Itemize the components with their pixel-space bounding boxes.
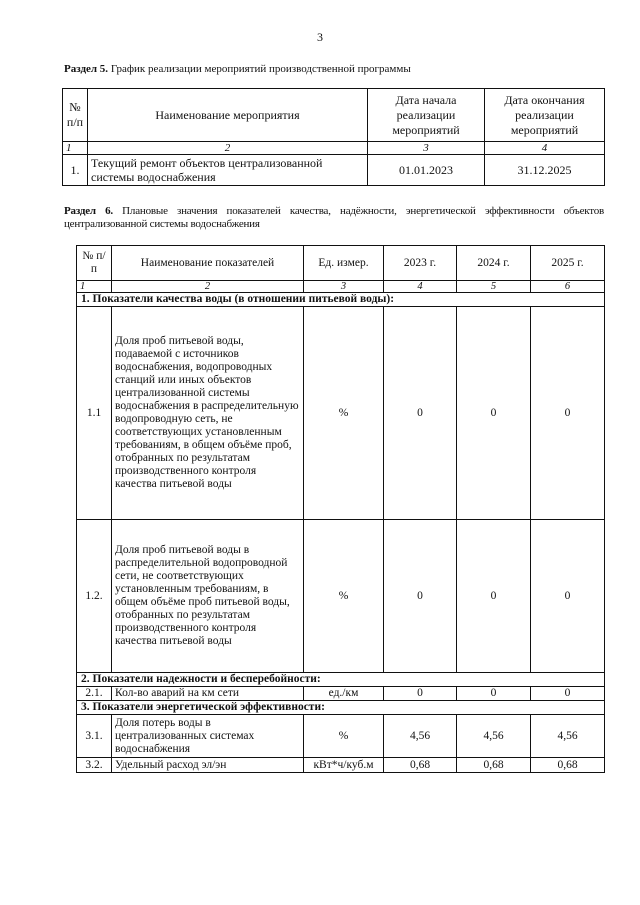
table-row <box>77 758 605 773</box>
end-date: 31.12.2025 <box>485 155 605 186</box>
header-unit: Ед. измер. <box>304 246 384 281</box>
header-event-name: Наименование мероприятия <box>88 89 368 142</box>
section6-heading <box>64 205 604 231</box>
section5-heading <box>64 63 584 76</box>
column-number-row <box>63 142 605 155</box>
value-2023: 0 <box>384 307 457 520</box>
indicator-name: Доля проб питьевой воды, подаваемой с источников водоснабжения, водопроводных станций или иных объектов централизованной системы водоснабжения в распределительную водопроводную сеть, не соответствующих установленным требованиям, в общем объёме проб, отобранных по результатам производственного контроля качества питьевой воды <box>112 307 304 520</box>
column-number: 1 <box>63 142 88 155</box>
indicator-name: Удельный расход эл/эн <box>112 758 304 773</box>
column-number: 6 <box>531 281 605 293</box>
table-row <box>77 307 605 520</box>
row-number: 3.2. <box>77 758 112 773</box>
schedule-table <box>62 88 605 186</box>
value-2023: 0 <box>384 687 457 701</box>
column-number: 3 <box>304 281 384 293</box>
row-number: 1.1 <box>77 307 112 520</box>
table-row <box>77 687 605 701</box>
row-number: 1. <box>63 155 88 186</box>
value-2023: 0 <box>384 520 457 673</box>
column-number: 1 <box>77 281 112 293</box>
event-name: Текущий ремонт объектов централизованной системы водоснабжения <box>88 155 368 186</box>
section6-title: Плановые значения показателей качества, надёжности, энергетической эффективности объектов централизованной системы водоснабжения <box>64 205 605 230</box>
indicator-name: Доля потерь воды в централизованных системах водоснабжения <box>112 715 304 758</box>
value-2023: 4,56 <box>384 715 457 758</box>
header-end-date: Дата окончания реализации мероприятий <box>485 89 605 142</box>
value-2024: 0 <box>457 687 531 701</box>
value-2024: 0,68 <box>457 758 531 773</box>
group-title: 3. Показатели энергетической эффективности: <box>77 701 605 715</box>
value-2025: 4,56 <box>531 715 605 758</box>
table-row <box>63 155 605 186</box>
header-number: № п/п <box>63 89 88 142</box>
value-2025: 0 <box>531 307 605 520</box>
group-row-reliability <box>77 673 605 687</box>
section6-label: Раздел 6. <box>64 205 113 217</box>
header-year-2023: 2023 г. <box>384 246 457 281</box>
group-title: 1. Показатели качества воды (в отношении питьевой воды): <box>77 293 605 307</box>
table-row <box>77 520 605 673</box>
table-header-row <box>77 246 605 281</box>
column-number: 3 <box>368 142 485 155</box>
column-number: 4 <box>384 281 457 293</box>
header-start-date: Дата начала реализации мероприятий <box>368 89 485 142</box>
value-2024: 0 <box>457 307 531 520</box>
row-number: 3.1. <box>77 715 112 758</box>
group-row-energy-efficiency <box>77 701 605 715</box>
value-2025: 0 <box>531 687 605 701</box>
value-2025: 0,68 <box>531 758 605 773</box>
indicator-name: Доля проб питьевой воды в распределительной водопроводной сети, не соответствующих установленным требованиям, в общем объёме проб питьевой воды, отобранных по результатам производственного контроля качества питьевой воды <box>112 520 304 673</box>
indicators-table <box>76 245 605 773</box>
start-date: 01.01.2023 <box>368 155 485 186</box>
unit: ед./км <box>304 687 384 701</box>
value-2024: 0 <box>457 520 531 673</box>
value-2023: 0,68 <box>384 758 457 773</box>
group-row-water-quality <box>77 293 605 307</box>
header-year-2025: 2025 г. <box>531 246 605 281</box>
page-number: 3 <box>317 30 323 44</box>
section5-label: Раздел 5. <box>64 63 109 75</box>
unit: кВт*ч/куб.м <box>304 758 384 773</box>
row-number: 1.2. <box>77 520 112 673</box>
column-number-row <box>77 281 605 293</box>
section5-title: График реализации мероприятий производственной программы <box>108 63 411 75</box>
column-number: 2 <box>88 142 368 155</box>
unit: % <box>304 307 384 520</box>
unit: % <box>304 715 384 758</box>
row-number: 2.1. <box>77 687 112 701</box>
header-year-2024: 2024 г. <box>457 246 531 281</box>
indicator-name: Кол-во аварий на км сети <box>112 687 304 701</box>
table-row <box>77 715 605 758</box>
header-indicator-name: Наименование показателей <box>112 246 304 281</box>
column-number: 5 <box>457 281 531 293</box>
unit: % <box>304 520 384 673</box>
value-2025: 0 <box>531 520 605 673</box>
column-number: 2 <box>112 281 304 293</box>
table-header-row <box>63 89 605 142</box>
column-number: 4 <box>485 142 605 155</box>
header-number: № п/п <box>77 246 112 281</box>
group-title: 2. Показатели надежности и бесперебойности: <box>77 673 605 687</box>
value-2024: 4,56 <box>457 715 531 758</box>
